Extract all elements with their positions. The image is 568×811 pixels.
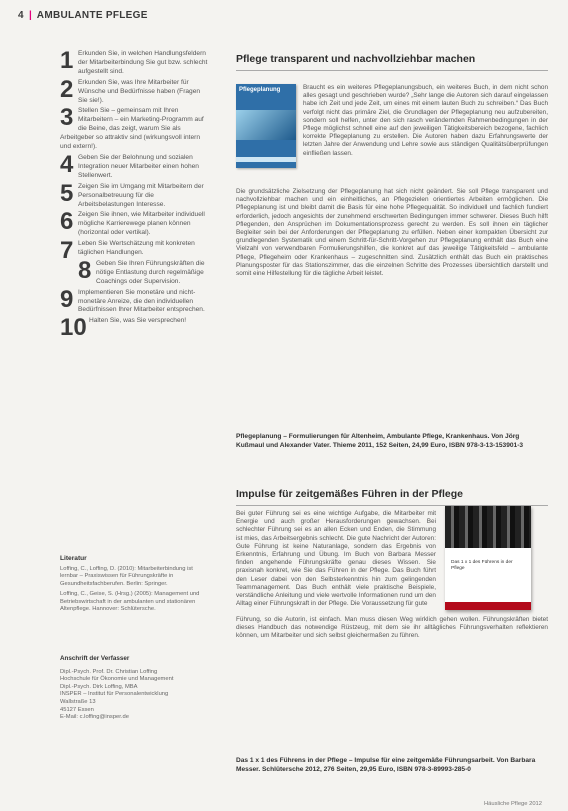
book-cover-fuehren [445,506,531,610]
author-address [60,655,208,722]
tip-number: 2 [60,75,74,103]
tip-item [60,237,208,265]
tip-text: Geben Sie der Belohnung und sozialen Integration neuer Mitarbeiter einen hohen Stellenwert. [78,153,199,179]
tip-item [60,104,208,152]
tip-text: Erkunden Sie, in welchen Handlungsfeldern der Mitarbeiterbindung Sie gut bzw. schlecht aufgestellt sind. [78,50,208,75]
tip-number: 4 [60,150,74,178]
author-heading: Anschrift der Verfasser [60,655,130,662]
tip-item [60,314,208,342]
tip-text: Leben Sie Wertschätzung mit konkreten täglichen Handlungen. [78,240,195,257]
page-footer: Häusliche Pflege 2012 [483,801,542,807]
tip-number: 8 [78,256,92,284]
article1-body: Die grundsätzliche Zielsetzung der Pflegeplanung hat sich nicht geändert. Sie soll Pflege transparent und nachvollziehbar machen und ein einheitliches, an Pflegezielen orientiertes Arbeiten ermöglichen. Die Pflegeplanung ist und bleibt damit die Basis für eine hohe Pflegequalität. So individuell und fachlich fundiert erforderlich, jedoch angesichts der zunehmend erschwerten Bedingungen immer schwerer. Dieses Buch hilft Pflegenden, den Ansprüchen im Dokumentationsprozess gerecht zu werden. Es soll ihnen ein täglicher Begleiter sein bei der Anforderungen der Pflegeplanung zu erfüllen. Neben einer kompakten Übersicht zur grundlegenden Systematik und einem Schritt-für-Schritt-Vorgehen zur Pflegeplanung enthält das Buch eine Vielzahl von verwendbaren Formulierungshilfen, die konkret auf das jeweilige Tätigkeitsfeld – ambulante Pflege, Pflegeheim oder Krankenhaus – zugeschnitten sind. Zusätzlich enthält das Buch ein praktisches Planungsposter für das Stationszimmer, das die einzelnen Schritte des Prozesses übersichtlich darstellt und somit eine Hilfestellung für die tägliche Arbeit leistet. [236,188,548,278]
literature-entry: Loffing, C., Loffing, D. (2010): Mitarbeiterbindung ist lernbar – Praxiswissen für Führungskräfte in Gesundheitsfachberufen. Berlin: Springer. [60,565,193,587]
article1-title: Pflege transparent und nachvollziehbar machen [236,53,476,65]
tip-text: Implementieren Sie monetäre und nicht-monetäre Anreize, die den individuellen Bedürfnissen Ihrer Mitarbeiter entsprechen. [78,288,205,314]
tip-number: 6 [60,208,74,236]
book-cover-title: Pflegeplanung [239,87,281,93]
author-line: Dipl.-Psych. Prof. Dr. Christian Loffing [60,668,158,675]
article1-rule [236,70,548,71]
tip-text: Halten Sie, was Sie versprechen! [89,317,187,325]
page-header [18,10,148,21]
tips-column [60,47,208,342]
tip-item [60,150,208,181]
tip-item [60,285,208,316]
article2-reference: Das 1 x 1 des Führens in der Pflege – Impulse für eine zeitgemäße Führungsarbeit. Von Barbara Messer. Schlütersche 2012, 276 Seiten, 29,95 Euro, ISBN 978-3-89993-285-0 [236,757,536,773]
author-line: 45127 Essen [60,706,94,713]
tip-number: 5 [60,179,74,207]
author-line: E-Mail: c.loffing@insper.de [60,714,129,721]
tip-number: 7 [60,237,74,265]
tip-number: 1 [60,47,74,74]
article2-body: Bei guter Führung sei es eine wichtige Aufgabe, die Mitarbeiter mit Energie und auch großer Herausforderungen gewachsen. Bei schlechter Führung sei es an allen Ecken und Enden, die Stimmung ist mies, das Arbeitsergebnis schlecht. Die gute Nachricht der Autoren: Gute Führung ist keine Naturanlage, sondern das Ergebnis von Erkenntnis, Erfahrung und Übung. Im Buch von Barbara Messer finden angehende Führungskräfte genau dieses Wissen. Sie praxisnah konkret, wie Sie das Führen in der Pflege. Das Buch führt den Leser dabei von den Selbsterkenntnis hin zum gelingenden Teammanagement. Das Buch enthält viele praktische Beispiele, verständliche Anleitung und viele wertvolle Informationen rund um den Alltag einer Führungskraft in der Pflege. Die Voraussetzung für gute [236,510,436,608]
tip-text: Erkunden Sie, was Ihre Mitarbeiter für Wünsche und Bedürfnisse haben (Fragen Sie sie!). [78,78,201,104]
tip-number: 9 [60,285,74,313]
tip-item [60,47,208,77]
article2-title: Impulse für zeitgemäßes Führen in der Pflege [236,488,463,500]
tip-number: 10 [60,314,87,342]
header-separator: | [28,10,33,21]
literature-box [60,555,208,617]
literature-heading: Literatur [60,555,87,562]
tip-text: Zeigen Sie ihnen, wie Mitarbeiter individuell mögliche Karrierewege planen können (horizontal oder vertikal). [78,211,205,237]
tip-item [60,75,208,106]
cover-stripe [236,157,296,162]
page-number: 4 [18,10,24,21]
article2-intro [236,510,436,614]
literature-entry: Loffing, C., Geise, S. (Hrsg.) (2005): Management und Betriebswirtschaft in der ambulanten und stationären Altenpflege. Hannover: Schlütersche. [60,591,200,612]
article2-body-continued: Führung, so die Autorin, ist einfach. Man muss diesen Weg wirklich gehen wollen. Führungskräften bietet dieses Handbuch das notwendige Rüstzeug, mit dem sie ihr alltägliches Führungsverhalten reflektieren können, um Mitarbeiter und sich selbst gleichermaßen zu führen. [236,616,548,640]
author-line: INSPER – Institut für Personalentwicklung [60,691,169,698]
book-cover-pflegeplanung [236,84,296,168]
tip-text: Zeigen Sie im Umgang mit Mitarbeitern der Personalbetreuung für die Arbeitsbelastungen Interesse. [78,182,204,208]
tip-number: 3 [60,104,74,132]
tip-text: Geben Sie Ihren Führungskräften die nötige Entlastung durch regelmäßige Coachings oder Supervision. [96,259,205,285]
tip-item [60,208,208,238]
author-line: Wallstraße 13 [60,698,96,705]
author-line: Dipl.-Psych. Dirk Loffing, MBA [60,683,138,690]
cover-photo [445,506,531,548]
article1-intro: Braucht es ein weiteres Pflegeplanungsbuch, ein weiteres Buch, in dem nicht schon alles gesagt und geschrieben wurde? „Sehr lange die Autoren sich darauf eingelassen habe ich Zeit und jede Zeit, um eines mit einem lauten Buch zu schreiben.“ Das Buch verfolgt nicht das primäre Ziel, die Grundlagen der Pflegeplanung neu aufzubereiten, sondern soll helfen, unter den sich rasch verändernden Rahmenbedingungen in der Pflege möglichst schnell eine auf den jeweiligen Tätigkeitsbereich bezogene, fachlich korrekte Pflegeplanung zu erstellen. Die Autoren haben dazu Erfahrungswerte der letzten Jahre der Anwendung und Lehre sowie aus ständigen Qualitätsüberprüfungen einfließen lassen. [303,84,548,157]
book2-cover-title: Das 1 x 1 des Führens in der Pflege [451,560,513,571]
tip-item [60,256,208,287]
cover-footer-band [445,602,531,610]
cover-graphic [236,110,296,140]
tip-text: Stellen Sie – gemeinsam mit Ihren Mitarbeitern – ein Marketing-Programm auf die Beine, das zeigt, warum Sie als Arbeitgeber so attraktiv sind (wirkungsvoll intern und extern!). [60,107,204,151]
tip-item [60,179,208,210]
author-line: Hochschule für Ökonomie und Management [60,676,174,683]
section-title: AMBULANTE PFLEGE [36,10,148,21]
article1-reference: Pflegeplanung – Formulierungen für Altenheim, Ambulante Pflege, Krankenhaus. Von Jörg Kußmaul und Alexander Vater. Thieme 2011, 152 Seiten, 24,99 Euro, ISBN 978-3-13-153901-3 [236,433,524,449]
